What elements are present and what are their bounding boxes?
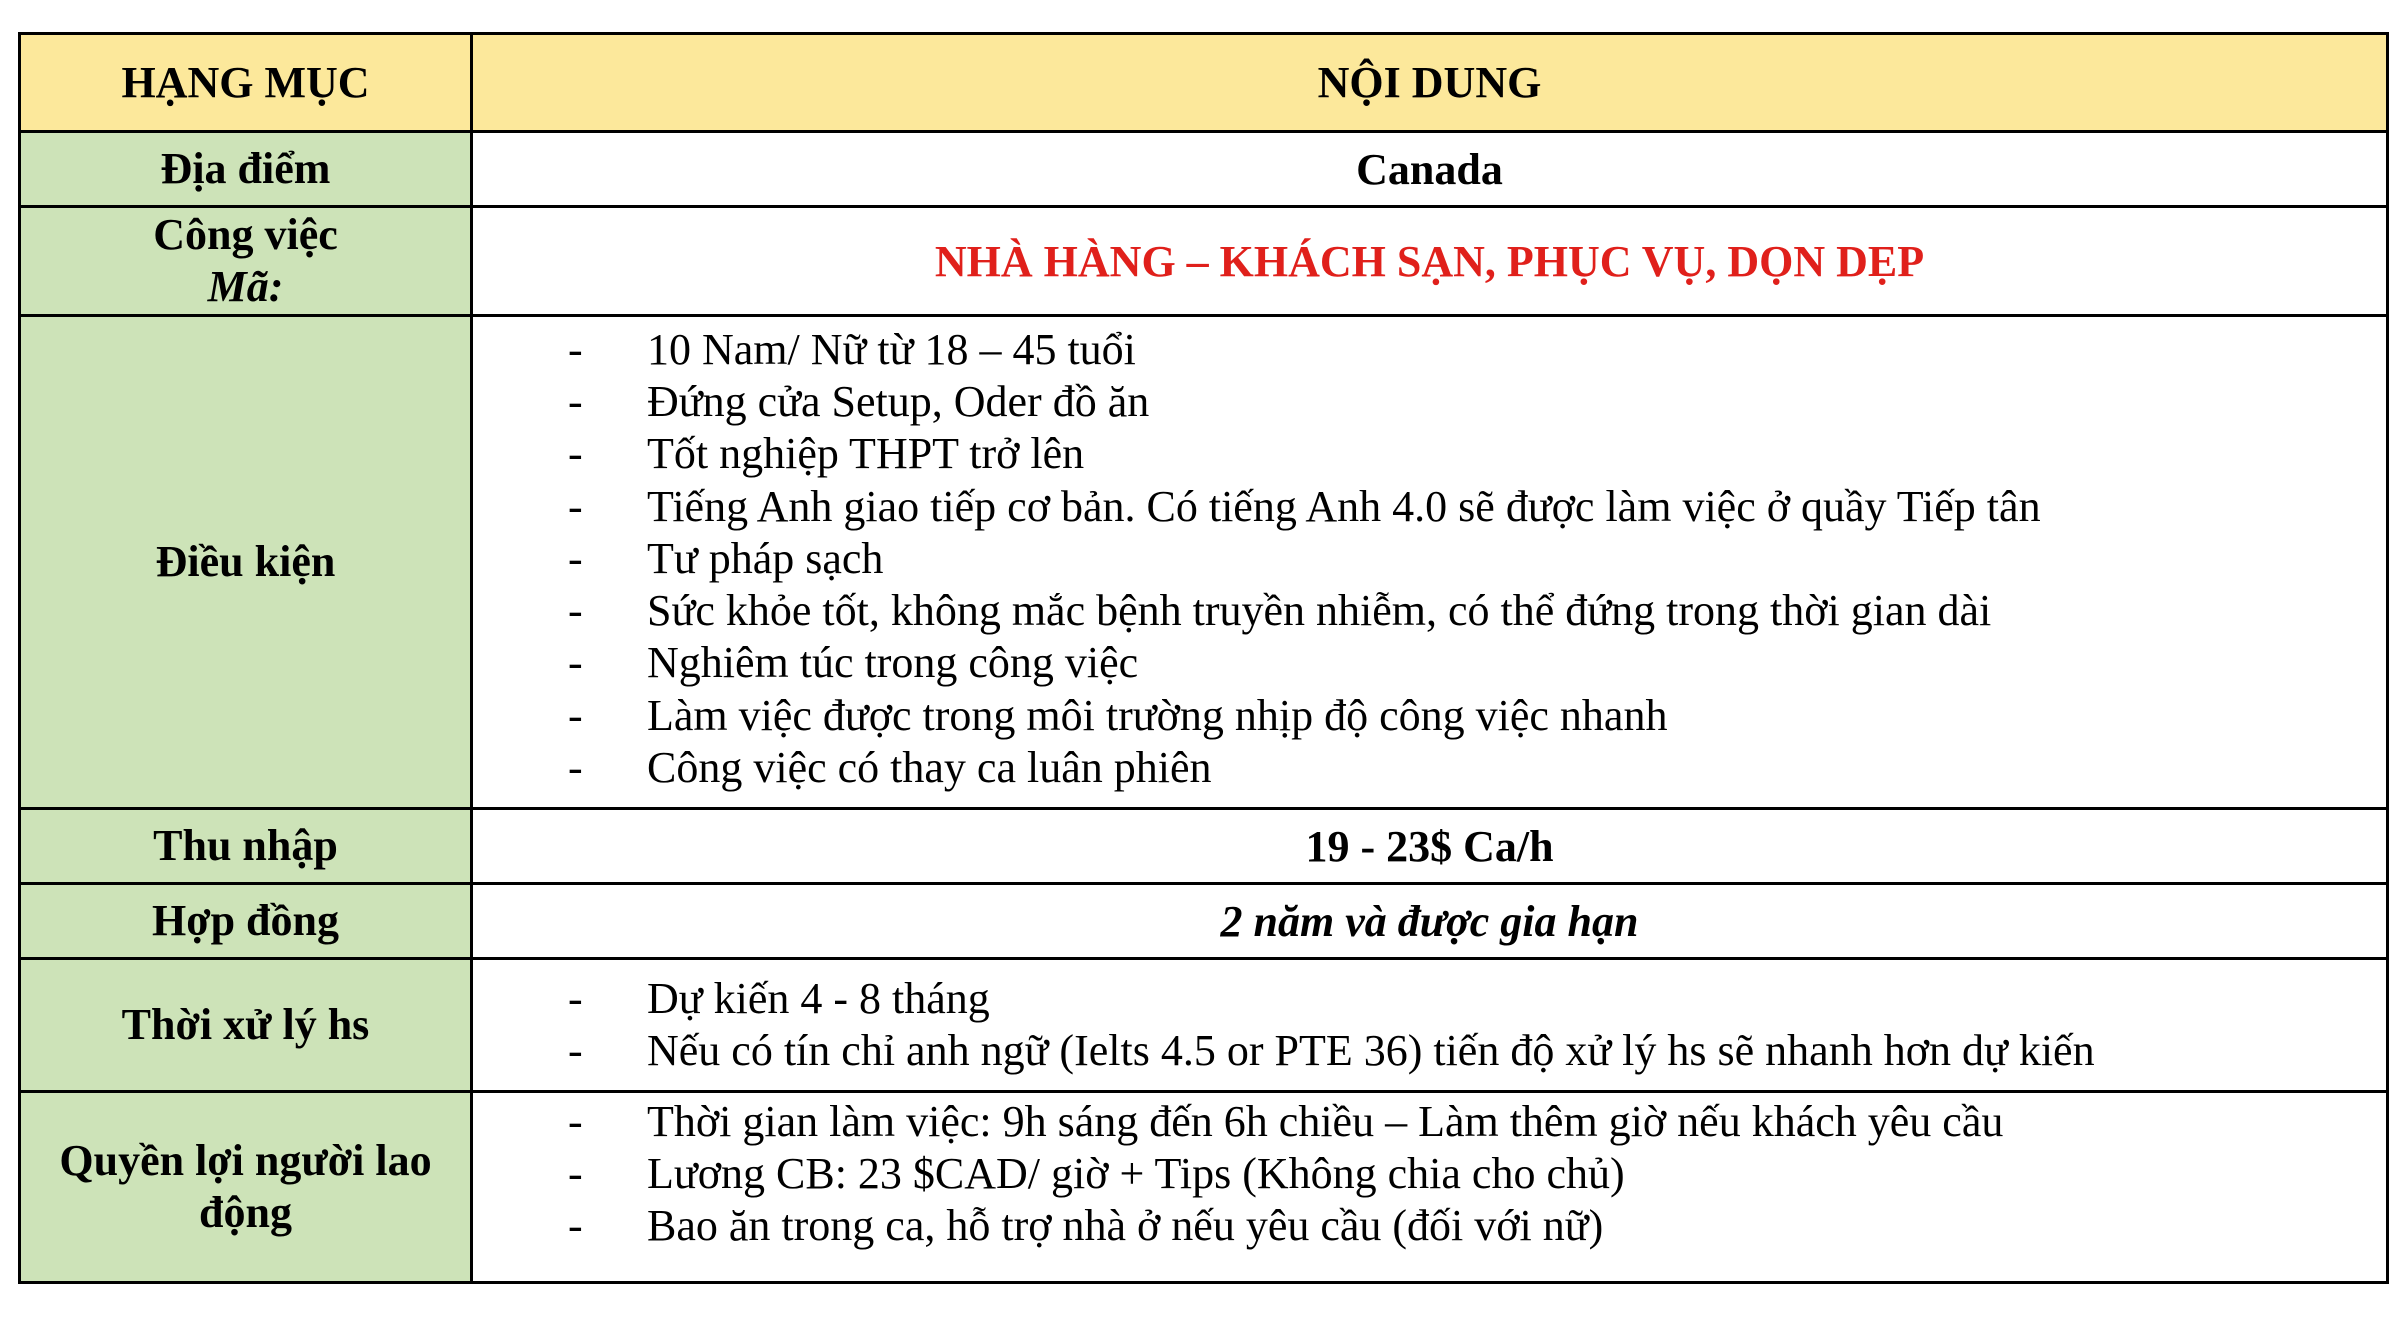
row-benefits [20, 1092, 2388, 1283]
list-item: - Lương CB: 23 $CAD/ giờ + Tips (Không chia cho chủ) [473, 1148, 2386, 1200]
list-item: - Nghiêm túc trong công việc [473, 637, 2386, 689]
list-item: - Tư pháp sạch [473, 533, 2386, 585]
location-label: Địa điểm [20, 132, 472, 207]
list-item: - Tiếng Anh giao tiếp cơ bản. Có tiếng Anh 4.0 sẽ được làm việc ở quầy Tiếp tân [473, 481, 2386, 533]
header-category: HẠNG MỤC [20, 34, 472, 132]
list-item: - Thời gian làm việc: 9h sáng đến 6h chiều – Làm thêm giờ nếu khách yêu cầu [473, 1096, 2386, 1148]
bullet-dash: - [568, 324, 583, 374]
contract-label: Hợp đồng [20, 884, 472, 959]
benefits-list [473, 1096, 2386, 1253]
list-item: - Tốt nghiệp THPT trở lên [473, 428, 2386, 480]
row-processing [20, 959, 2388, 1092]
list-item: - Dự kiến 4 - 8 tháng [473, 973, 2386, 1025]
bullet-dash: - [568, 743, 583, 793]
conditions-list [473, 324, 2386, 795]
bullet-dash: - [568, 1201, 583, 1251]
conditions-value [472, 316, 2388, 809]
processing-list [473, 973, 2386, 1078]
benefits-label: Quyền lợi người lao động [20, 1092, 472, 1283]
list-item: - Sức khỏe tốt, không mắc bệnh truyền nhiễm, có thể đứng trong thời gian dài [473, 585, 2386, 637]
job-code-label: Mã: [207, 262, 284, 311]
income-value: 19 - 23$ Ca/h [472, 809, 2388, 884]
benefits-value [472, 1092, 2388, 1283]
row-contract [20, 884, 2388, 959]
list-item: - Nếu có tín chỉ anh ngữ (Ielts 4.5 or PTE 36) tiến độ xử lý hs sẽ nhanh hơn dự kiến [473, 1025, 2386, 1077]
job-label-cell [20, 207, 472, 316]
row-conditions [20, 316, 2388, 809]
bullet-dash: - [568, 1026, 583, 1075]
job-label: Công việc [153, 210, 338, 259]
bullet-dash: - [568, 690, 583, 740]
bullet-dash: - [568, 1096, 583, 1146]
list-item: - Làm việc được trong môi trường nhịp độ công việc nhanh [473, 690, 2386, 742]
row-income [20, 809, 2388, 884]
processing-value [472, 959, 2388, 1092]
bullet-dash: - [568, 533, 583, 583]
bullet-dash: - [568, 429, 583, 479]
processing-label: Thời xử lý hs [20, 959, 472, 1092]
contract-value: 2 năm và được gia hạn [472, 884, 2388, 959]
row-location [20, 132, 2388, 207]
row-job [20, 207, 2388, 316]
bullet-dash: - [568, 481, 583, 531]
bullet-dash: - [568, 638, 583, 688]
income-label: Thu nhập [20, 809, 472, 884]
bullet-dash: - [568, 376, 583, 426]
list-item: - Đứng cửa Setup, Oder đồ ăn [473, 376, 2386, 428]
header-row [20, 34, 2388, 132]
conditions-label: Điều kiện [20, 316, 472, 809]
header-content: NỘI DUNG [472, 34, 2388, 132]
list-item: - Bao ăn trong ca, hỗ trợ nhà ở nếu yêu cầu (đối với nữ) [473, 1200, 2386, 1252]
list-item: - Công việc có thay ca luân phiên [473, 742, 2386, 794]
job-info-table [18, 32, 2389, 1284]
job-value: NHÀ HÀNG – KHÁCH SẠN, PHỤC VỤ, DỌN DẸP [472, 207, 2388, 316]
list-item: - 10 Nam/ Nữ từ 18 – 45 tuổi [473, 324, 2386, 376]
bullet-dash: - [568, 973, 583, 1023]
bullet-dash: - [568, 586, 583, 636]
location-value: Canada [472, 132, 2388, 207]
bullet-dash: - [568, 1148, 583, 1198]
